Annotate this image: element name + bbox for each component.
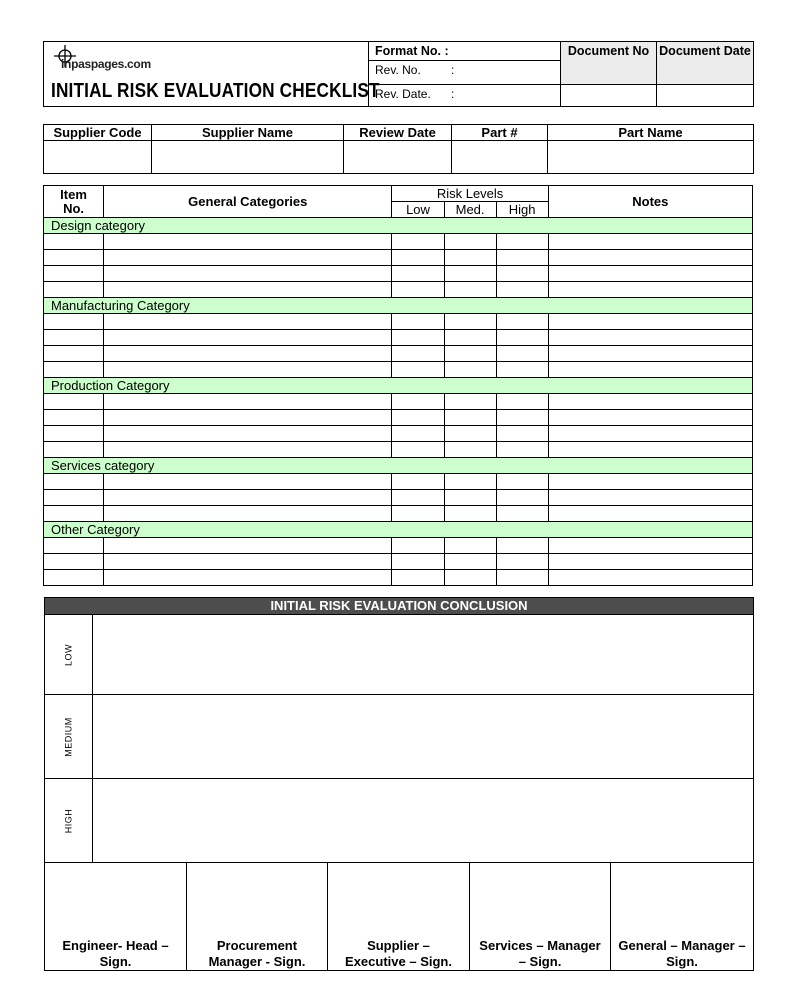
high-risk-cell[interactable] — [496, 234, 548, 250]
med-risk-cell[interactable] — [444, 282, 496, 298]
item-no-cell[interactable] — [44, 474, 104, 490]
checklist-header-row — [44, 186, 753, 202]
supplier-code-header: Supplier Code — [44, 125, 152, 141]
med-risk-cell[interactable] — [444, 506, 496, 522]
category-header-row — [44, 522, 753, 538]
supplier-info-table — [43, 124, 754, 174]
category-item-cell[interactable] — [104, 394, 392, 410]
high-risk-cell[interactable] — [496, 506, 548, 522]
notes-cell[interactable] — [548, 538, 752, 554]
low-risk-cell[interactable] — [392, 554, 444, 570]
low-risk-cell[interactable] — [392, 250, 444, 266]
item-no-cell[interactable] — [44, 250, 104, 266]
supplier-name-field[interactable] — [152, 141, 344, 174]
high-level-label-cell — [45, 779, 93, 863]
part-name-header: Part Name — [548, 125, 754, 141]
notes-cell[interactable] — [548, 362, 752, 378]
high-level-label: HIGH — [63, 808, 74, 833]
category-label: Design category — [44, 218, 753, 234]
notes-cell[interactable] — [548, 234, 752, 250]
low-level-label-cell — [45, 615, 93, 695]
category-item-cell[interactable] — [104, 314, 392, 330]
low-conclusion-field[interactable] — [93, 615, 754, 695]
checklist-row — [44, 426, 753, 442]
category-label: Other Category — [44, 522, 753, 538]
med-risk-cell[interactable] — [444, 426, 496, 442]
high-conclusion-field[interactable] — [93, 779, 754, 863]
category-item-cell[interactable] — [104, 490, 392, 506]
low-risk-cell[interactable] — [392, 330, 444, 346]
category-item-cell[interactable] — [104, 538, 392, 554]
checklist-row — [44, 538, 753, 554]
part-number-field[interactable] — [452, 141, 548, 174]
category-item-cell[interactable] — [104, 250, 392, 266]
low-risk-cell[interactable] — [392, 570, 444, 586]
med-risk-cell[interactable] — [444, 554, 496, 570]
item-no-cell[interactable] — [44, 314, 104, 330]
rev-date-colon: : — [451, 86, 455, 101]
low-risk-cell[interactable] — [392, 490, 444, 506]
checklist-row — [44, 362, 753, 378]
notes-cell[interactable] — [548, 474, 752, 490]
item-no-cell[interactable] — [44, 426, 104, 442]
checklist-row — [44, 570, 753, 586]
rev-no-label: Rev. No. — [375, 63, 421, 78]
high-risk-cell[interactable] — [496, 490, 548, 506]
category-item-cell[interactable] — [104, 474, 392, 490]
high-risk-cell[interactable] — [496, 554, 548, 570]
procurement-manager-signature-label: Procurement Manager - Sign. — [208, 938, 306, 969]
document-no-header: Document No — [561, 42, 657, 85]
checklist-row — [44, 250, 753, 266]
checklist-row — [44, 314, 753, 330]
med-risk-cell[interactable] — [444, 266, 496, 282]
high-risk-cell[interactable] — [496, 394, 548, 410]
low-risk-cell[interactable] — [392, 234, 444, 250]
category-item-cell[interactable] — [104, 282, 392, 298]
part-name-field[interactable] — [548, 141, 754, 174]
document-header — [43, 41, 754, 107]
high-risk-cell[interactable] — [496, 346, 548, 362]
low-risk-cell[interactable] — [392, 314, 444, 330]
med-risk-cell[interactable] — [444, 474, 496, 490]
med-risk-cell[interactable] — [444, 330, 496, 346]
low-risk-cell[interactable] — [392, 266, 444, 282]
notes-cell[interactable] — [548, 330, 752, 346]
format-no-label: Format No. : — [375, 44, 449, 58]
supplier-executive-signature-label: Supplier – Executive – Sign. — [345, 938, 452, 969]
item-no-cell[interactable] — [44, 234, 104, 250]
rev-date-cell — [369, 84, 561, 106]
engineer-head-signature-label: Engineer- Head – Sign. — [62, 938, 169, 969]
logo-text: inpaspages.com — [61, 57, 151, 71]
category-item-cell[interactable] — [104, 442, 392, 458]
rev-no-cell — [369, 61, 561, 84]
notes-cell[interactable] — [548, 570, 752, 586]
signature-row — [45, 863, 754, 971]
checklist-row — [44, 234, 753, 250]
general-manager-signature[interactable] — [611, 863, 754, 971]
item-no-cell[interactable] — [44, 554, 104, 570]
high-risk-cell[interactable] — [496, 410, 548, 426]
medium-conclusion-field[interactable] — [93, 695, 754, 779]
low-risk-cell[interactable] — [392, 506, 444, 522]
med-risk-cell[interactable] — [444, 538, 496, 554]
services-manager-signature-label: Services – Manager – Sign. — [479, 938, 601, 969]
item-no-cell[interactable] — [44, 362, 104, 378]
part-number-header: Part # — [452, 125, 548, 141]
general-categories-header: General Categories — [104, 186, 392, 218]
high-risk-cell[interactable] — [496, 426, 548, 442]
low-risk-cell[interactable] — [392, 410, 444, 426]
conclusion-high-row — [45, 779, 754, 863]
high-risk-cell[interactable] — [496, 314, 548, 330]
category-item-cell[interactable] — [104, 330, 392, 346]
medium-level-label: MEDIUM — [63, 716, 74, 757]
low-risk-cell[interactable] — [392, 474, 444, 490]
med-header: Med. — [444, 202, 496, 218]
category-item-cell[interactable] — [104, 554, 392, 570]
item-no-cell[interactable] — [44, 330, 104, 346]
notes-cell[interactable] — [548, 554, 752, 570]
low-header: Low — [392, 202, 444, 218]
low-risk-cell[interactable] — [392, 426, 444, 442]
supplier-code-field[interactable] — [44, 141, 152, 174]
checklist-row — [44, 506, 753, 522]
high-risk-cell[interactable] — [496, 442, 548, 458]
document-date-header: Document Date — [657, 42, 754, 85]
category-label: Production Category — [44, 378, 753, 394]
low-risk-cell[interactable] — [392, 442, 444, 458]
checklist-row — [44, 346, 753, 362]
checklist-row — [44, 394, 753, 410]
notes-cell[interactable] — [548, 266, 752, 282]
item-no-cell[interactable] — [44, 490, 104, 506]
document-date-field[interactable] — [657, 84, 754, 106]
high-risk-cell[interactable] — [496, 250, 548, 266]
rev-no-colon: : — [451, 63, 455, 78]
high-risk-cell[interactable] — [496, 362, 548, 378]
document-no-field[interactable] — [561, 84, 657, 106]
category-label: Manufacturing Category — [44, 298, 753, 314]
high-risk-cell[interactable] — [496, 282, 548, 298]
high-risk-cell[interactable] — [496, 474, 548, 490]
med-risk-cell[interactable] — [444, 410, 496, 426]
signature-table — [44, 862, 754, 971]
item-no-cell[interactable] — [44, 346, 104, 362]
conclusion-medium-row — [45, 695, 754, 779]
supplier-name-header: Supplier Name — [152, 125, 344, 141]
supplier-value-row — [44, 141, 754, 174]
item-no-cell[interactable] — [44, 394, 104, 410]
high-risk-cell[interactable] — [496, 538, 548, 554]
general-manager-signature-label: General – Manager – Sign. — [618, 938, 746, 969]
logo-title-cell — [44, 42, 380, 107]
notes-cell[interactable] — [548, 426, 752, 442]
low-risk-cell[interactable] — [392, 346, 444, 362]
med-risk-cell[interactable] — [444, 394, 496, 410]
document-title: INITIAL RISK EVALUATION CHECKLIST — [51, 80, 380, 102]
notes-cell[interactable] — [548, 314, 752, 330]
item-no-cell[interactable] — [44, 442, 104, 458]
category-item-cell[interactable] — [104, 346, 392, 362]
checklist-row — [44, 490, 753, 506]
category-item-cell[interactable] — [104, 570, 392, 586]
checklist-row — [44, 282, 753, 298]
category-header-row — [44, 458, 753, 474]
med-risk-cell[interactable] — [444, 362, 496, 378]
rev-date-label: Rev. Date. — [375, 86, 431, 101]
checklist-row — [44, 330, 753, 346]
notes-cell[interactable] — [548, 490, 752, 506]
supplier-header-row — [44, 125, 754, 141]
procurement-manager-signature[interactable] — [187, 863, 328, 971]
category-item-cell[interactable] — [104, 426, 392, 442]
risk-checklist-table — [43, 185, 753, 586]
low-risk-cell[interactable] — [392, 282, 444, 298]
med-risk-cell[interactable] — [444, 570, 496, 586]
low-risk-cell[interactable] — [392, 538, 444, 554]
med-risk-cell[interactable] — [444, 250, 496, 266]
item-no-cell[interactable] — [44, 266, 104, 282]
med-risk-cell[interactable] — [444, 442, 496, 458]
engineer-head-signature[interactable] — [45, 863, 187, 971]
low-risk-cell[interactable] — [392, 362, 444, 378]
high-risk-cell[interactable] — [496, 266, 548, 282]
checklist-row — [44, 474, 753, 490]
format-no-cell — [369, 42, 561, 61]
item-no-cell[interactable] — [44, 538, 104, 554]
review-date-header: Review Date — [344, 125, 452, 141]
services-manager-signature[interactable] — [470, 863, 611, 971]
conclusion-title-row — [45, 598, 754, 615]
item-no-cell[interactable] — [44, 410, 104, 426]
category-item-cell[interactable] — [104, 362, 392, 378]
notes-cell[interactable] — [548, 410, 752, 426]
category-item-cell[interactable] — [104, 234, 392, 250]
category-header-row — [44, 378, 753, 394]
med-risk-cell[interactable] — [444, 346, 496, 362]
category-header-row — [44, 298, 753, 314]
med-risk-cell[interactable] — [444, 314, 496, 330]
risk-levels-header: Risk Levels — [392, 186, 548, 202]
item-no-cell[interactable] — [44, 282, 104, 298]
notes-cell[interactable] — [548, 346, 752, 362]
notes-cell[interactable] — [548, 506, 752, 522]
checklist-row — [44, 266, 753, 282]
med-risk-cell[interactable] — [444, 234, 496, 250]
item-no-header: Item No. — [44, 186, 104, 218]
category-item-cell[interactable] — [104, 506, 392, 522]
category-item-cell[interactable] — [104, 266, 392, 282]
checklist-row — [44, 442, 753, 458]
conclusion-title: INITIAL RISK EVALUATION CONCLUSION — [45, 598, 754, 615]
conclusion-low-row — [45, 615, 754, 695]
checklist-row — [44, 554, 753, 570]
conclusion-table — [44, 597, 754, 863]
medium-level-label-cell — [45, 695, 93, 779]
notes-cell[interactable] — [548, 282, 752, 298]
high-risk-cell[interactable] — [496, 570, 548, 586]
notes-cell[interactable] — [548, 250, 752, 266]
item-no-cell[interactable] — [44, 506, 104, 522]
notes-header: Notes — [548, 186, 752, 218]
high-header: High — [496, 202, 548, 218]
high-risk-cell[interactable] — [496, 330, 548, 346]
category-item-cell[interactable] — [104, 410, 392, 426]
checklist-row — [44, 410, 753, 426]
low-level-label: LOW — [63, 643, 74, 666]
supplier-executive-signature[interactable] — [328, 863, 470, 971]
category-label: Services category — [44, 458, 753, 474]
item-no-cell[interactable] — [44, 570, 104, 586]
med-risk-cell[interactable] — [444, 490, 496, 506]
category-header-row — [44, 218, 753, 234]
notes-cell[interactable] — [548, 442, 752, 458]
notes-cell[interactable] — [548, 394, 752, 410]
review-date-field[interactable] — [344, 141, 452, 174]
low-risk-cell[interactable] — [392, 394, 444, 410]
